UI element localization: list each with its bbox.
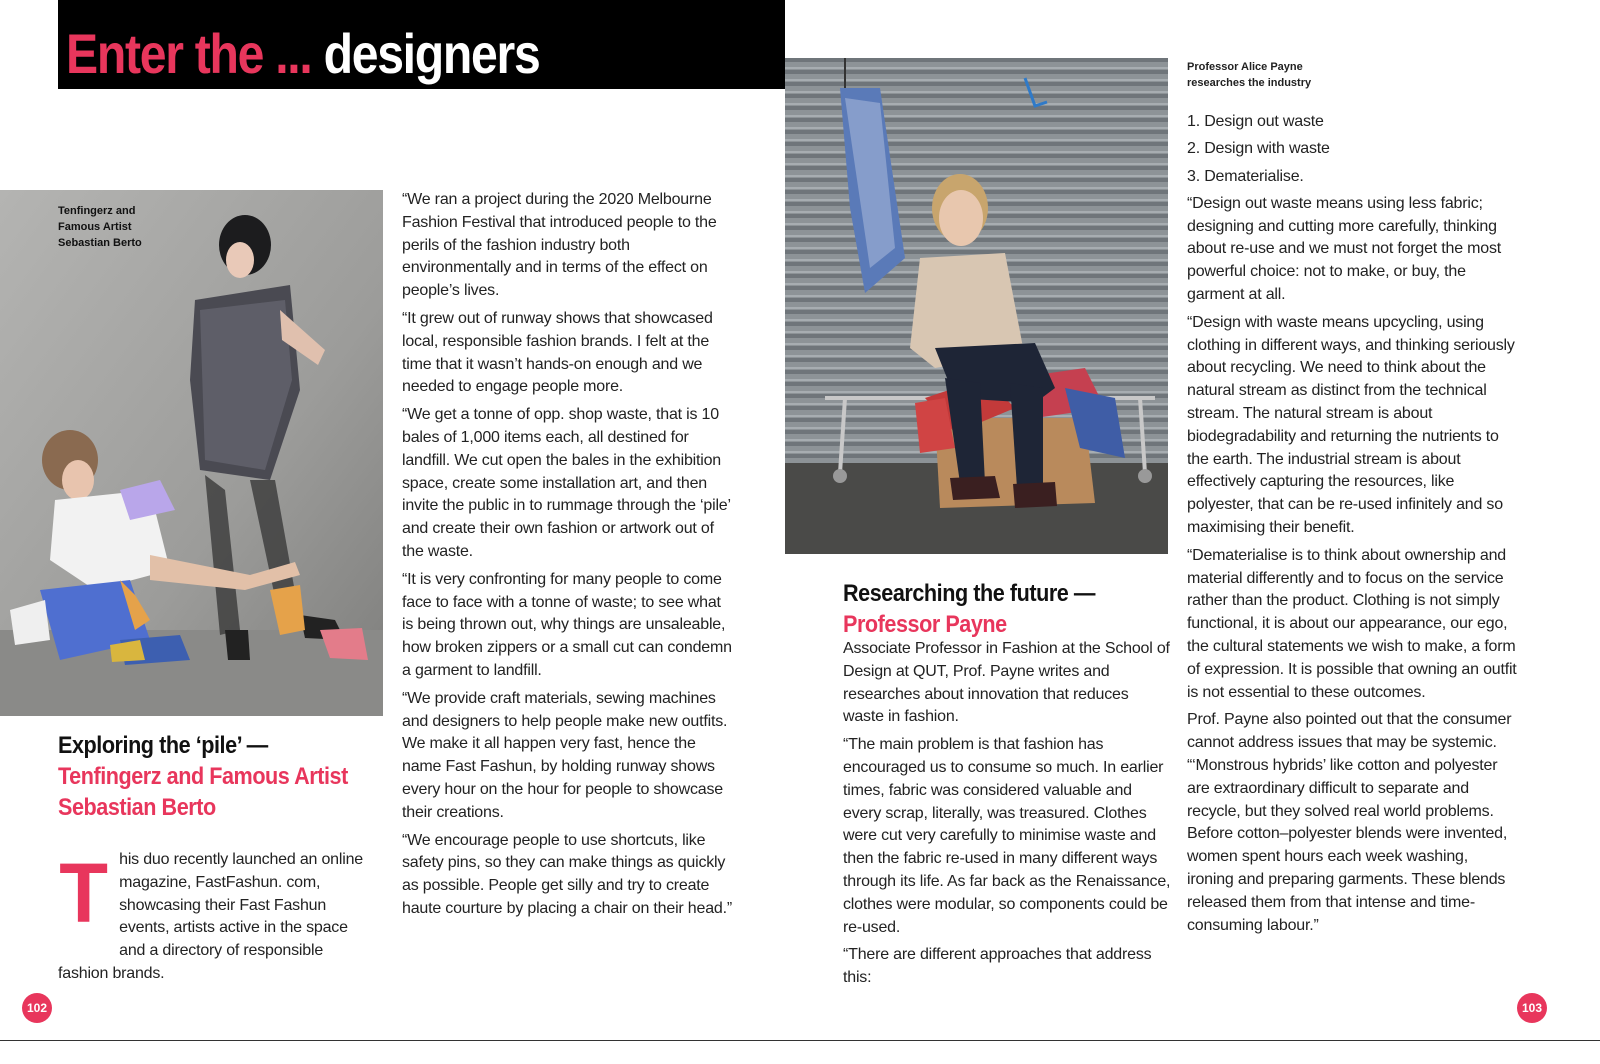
lead-text: his duo recently launched an online magazine, FastFashun. com, showcasing their Fast Fashun events, artists active in the space and a directory of responsible fashion brands.	[58, 851, 363, 982]
page-title	[66, 22, 539, 86]
photo-duo-illustration	[0, 190, 383, 716]
heading-pink-text: Professor Payne	[843, 611, 1007, 638]
heading-dark-text: Researching the future —	[843, 580, 1096, 607]
paragraph: “It grew out of runway shows that showcased local, responsible fashion brands. I felt at the time that it wasn’t hands-on enough and we needed to engage people more.	[402, 309, 713, 396]
list-item: 2. Design with waste	[1187, 140, 1330, 158]
photo-professor	[785, 58, 1168, 554]
list-item: 3. Dematerialise.	[1187, 167, 1304, 185]
paragraph: Prof. Payne also pointed out that the consumer cannot address issues that may be systemic. “‘Monstrous hybrids’ like cotton and polyester are extraordinary difficult to separate and recycle, but they solved real world problems. Before cotton–polyester blends were invented, women spent hours each week washing, ironing and preparing garments. These blends released them from that intense and time-consuming labour.”	[1187, 711, 1512, 934]
paragraph: “It is very confronting for many people to come face to face with a tonne of waste; to see what is being thrown out, why things are unsaleable, how broken zippers or a small cut can condemn a garment to landfill.	[402, 570, 732, 679]
list-item: 1. Design out waste	[1187, 113, 1324, 130]
photo-caption-duo: Tenfingerz and Famous Artist Sebastian Berto	[58, 205, 142, 249]
paragraph: “We provide craft materials, sewing machines and designers to help people make new outfits. We make it all happen very fast, hence the name Fast Fashun, by holding runway shows every hour on the hour for people to showcase their creations.	[402, 689, 728, 821]
photo-caption-professor: Professor Alice Payne researches the industry	[1187, 61, 1312, 89]
lead-paragraph	[58, 846, 368, 986]
article-column-professor	[843, 638, 1173, 995]
page-number-right: 103	[1517, 993, 1547, 1023]
paragraph: “There are different approaches that address this:	[843, 946, 1152, 987]
bottom-divider	[0, 1040, 1600, 1041]
article-column-left	[402, 189, 734, 926]
paragraph: “We get a tonne of opp. shop waste, that is 10 bales of 1,000 items each, all destined for landfill. We cut open the bales in the exhibition space, create some installation art, and then invite the public in to rummage through the ‘pile’ and create their own fashion or artwork out of the waste.	[402, 406, 731, 560]
approaches-list	[1187, 111, 1517, 188]
section-heading-future	[843, 578, 1167, 640]
paragraph: “Design out waste means using less fabric; designing and cutting more carefully, thinking about re-use and we must not forget the most powerful choice: not to make, or buy, the garment at all.	[1187, 194, 1502, 304]
photo-duo	[0, 190, 383, 716]
paragraph: “Dematerialise is to think about ownership and material differently and to focus on the service rather than the product. Clothing is not simply functional, it is about our appearance, our ego, the cultural statements we wish to make, a form of expression. It is possible that owning an outfit is not essential to these outcomes.	[1187, 546, 1517, 701]
drop-cap: T	[59, 846, 108, 940]
page-number-left: 102	[22, 993, 52, 1023]
photo-professor-illustration	[785, 58, 1168, 554]
title-part-1: Enter the ...	[66, 22, 312, 85]
heading-dark-text: Exploring the ‘pile’ —	[58, 732, 268, 759]
section-heading-pile	[58, 730, 382, 823]
paragraph: “We ran a project during the 2020 Melbourne Fashion Festival that introduced people to the perils of the fashion industry both environmentally and in terms of the effect on people’s lives.	[402, 191, 717, 300]
heading-pink-text: Tenfingerz and Famous Artist Sebastian Berto	[58, 763, 348, 821]
paragraph: “Design with waste means upcycling, using clothing in different ways, and thinking seriously about recycling. We need to think about the natural stream as distinct from the technical stream. The natural stream is about biodegradability and returning the nutrients to the earth. The industrial stream is about effectively capturing the resources, like polyester, that can be re-used infinitely and so maximising their benefit.	[1187, 313, 1515, 537]
paragraph: “The main problem is that fashion has encouraged us to consume so much. In earlier times, fabric was considered valuable and every scrap, literally, was treasured. Clothes were cut very carefully to minimise waste and then the fabric re-used in many different ways through its life. As far back as the Renaissance, clothes were modular, so components could be re-used.	[843, 736, 1171, 936]
article-column-right	[1187, 111, 1517, 942]
paragraph: Associate Professor in Fashion at the School of Design at QUT, Prof. Payne writes and researches about innovation that reduces waste in fashion.	[843, 640, 1170, 726]
title-part-2: designers	[323, 22, 540, 85]
paragraph: “We encourage people to use shortcuts, like safety pins, so they can make things as quickly as possible. People get silly and try to create haute courture by placing a chair on their head.”	[402, 831, 732, 917]
